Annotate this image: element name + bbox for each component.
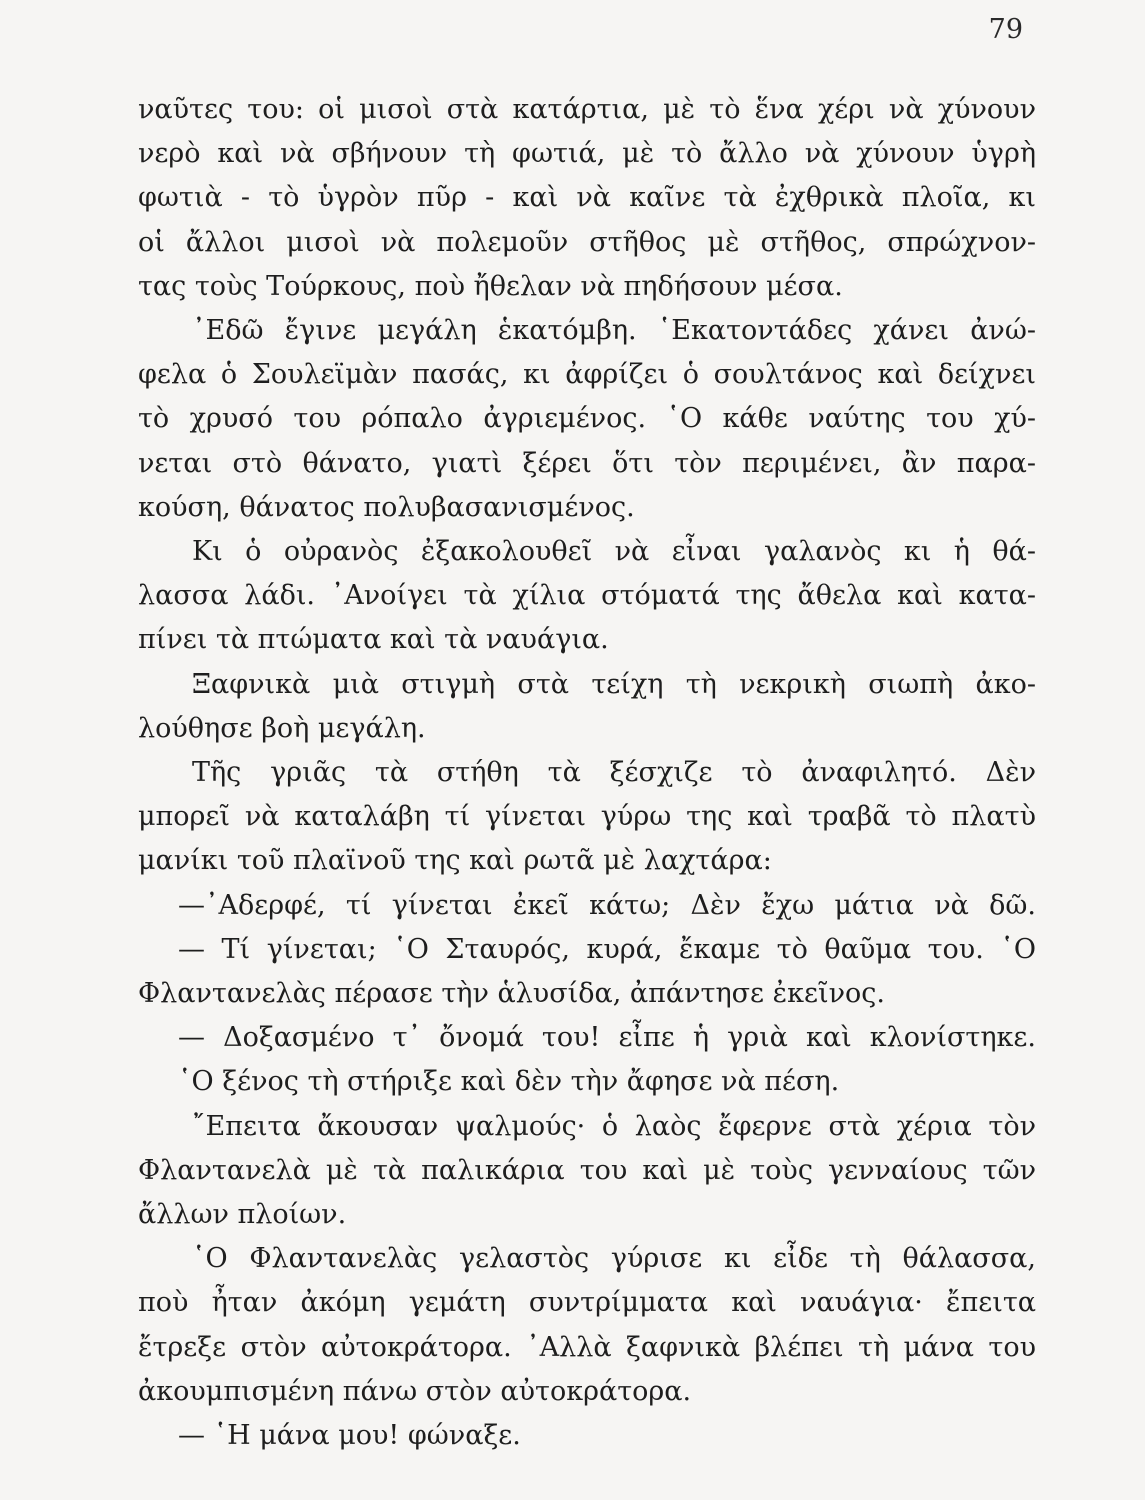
- text-line: ποὺ ἦταν ἀκόμη γεμάτη συντρίμματα καὶ ναυάγια· ἔπειτα: [138, 1287, 1036, 1319]
- text-line: μανίκι τοῦ πλαϊνοῦ της καὶ ρωτᾶ μὲ λαχτάρα:: [138, 845, 772, 877]
- text-line: ἔτρεξε στὸν αὐτοκράτορα. ᾿Αλλὰ ξαφνικὰ βλέπει τὴ μάνα του: [138, 1331, 1036, 1363]
- text-line: —᾿Αδερφέ, τί γίνεται ἐκεῖ κάτω; Δὲν ἔχω μάτια νὰ δῶ.: [178, 889, 1036, 921]
- text-line: — ῾Η μάνα μου! φώναξε.: [178, 1420, 521, 1451]
- text-line: λασσα λάδι. ᾿Ανοίγει τὰ χίλια στόματά της ἄθελα καὶ κατα-: [138, 580, 1036, 612]
- text-line: λούθησε βοὴ μεγάλη.: [138, 712, 426, 744]
- text-line: νερὸ καὶ νὰ σβήνουν τὴ φωτιά, μὲ τὸ ἄλλο νὰ χύνουν ὑγρὴ: [138, 138, 1036, 170]
- text-line: τας τοὺς Τούρκους, ποὺ ἤθελαν νὰ πηδήσουν μέσα.: [138, 270, 843, 302]
- text-line: οἱ ἄλλοι μισοὶ νὰ πολεμοῦν στῆθος μὲ στῆθος, σπρώχνον-: [138, 226, 1036, 258]
- text-line: ῾Ο ξένος τὴ στήριξε καὶ δὲν τὴν ἄφησε νὰ πέση.: [178, 1066, 840, 1098]
- text-line: νεται στὸ θάνατο, γιατὶ ξέρει ὅτι τὸν περιμένει, ἂν παρα-: [138, 447, 1036, 479]
- text-line: Τῆς γριᾶς τὰ στήθη τὰ ξέσχιζε τὸ ἀναφιλητό. Δὲν: [192, 757, 1036, 788]
- text-line: Φλαντανελὰ μὲ τὰ παλικάρια του καὶ μὲ τοὺς γενναίους τῶν: [138, 1154, 1036, 1186]
- text-line: Φλαντανελὰς πέρασε τὴν ἁλυσίδα, ἀπάντησε ἐκεῖνος.: [138, 978, 885, 1009]
- text-line: Κι ὁ οὐρανὸς ἐξακολουθεῖ νὰ εἶναι γαλανὸς κι ἡ θά-: [192, 536, 1036, 567]
- text-line: κούση, θάνατος πολυβασανισμένος.: [138, 491, 635, 523]
- text-line: — Τί γίνεται; ῾Ο Σταυρός, κυρά, ἔκαμε τὸ θαῦμα του. ῾Ο: [178, 933, 1036, 965]
- text-line: ῎Επειτα ἄκουσαν ψαλμούς· ὁ λαὸς ἔφερνε στὰ χέρια τὸν: [192, 1110, 1036, 1142]
- text-line: Ξαφνικὰ μιὰ στιγμὴ στὰ τείχη τὴ νεκρικὴ σιωπὴ ἀκο-: [192, 668, 1036, 700]
- text-line: ῾Ο Φλαντανελὰς γελαστὸς γύρισε κι εἶδε τὴ θάλασσα,: [192, 1243, 1036, 1275]
- text-line: πίνει τὰ πτώματα καὶ τὰ ναυάγια.: [138, 624, 609, 656]
- text-line: ἀκουμπισμένη πάνω στὸν αὐτοκράτορα.: [138, 1375, 692, 1407]
- text-line: τὸ χρυσό του ρόπαλο ἀγριεμένος. ῾Ο κάθε ναύτης του χύ-: [138, 403, 1036, 435]
- text-line: ναῦτες του: οἱ μισοὶ στὰ κατάρτια, μὲ τὸ ἕνα χέρι νὰ χύνουν: [138, 94, 1036, 125]
- text-line: ἄλλων πλοίων.: [138, 1199, 347, 1230]
- text-line: — Δοξασμένο τ᾿ ὄνομά του! εἶπε ἡ γριὰ καὶ κλονίστηκε.: [178, 1022, 1036, 1054]
- text-line: ᾿Εδῶ ἔγινε μεγάλη ἑκατόμβη. ῾Εκατοντάδες χάνει ἀνώ-: [192, 315, 1036, 346]
- text-line: φελα ὁ Σουλεϊμὰν πασάς, κι ἀφρίζει ὁ σουλτάνος καὶ δείχνει: [138, 359, 1036, 391]
- text-line: φωτιὰ - τὸ ὑγρὸν πῦρ - καὶ νὰ καῖνε τὰ ἐχθρικὰ πλοῖα, κι: [138, 182, 1036, 214]
- page-number: 79: [988, 14, 1023, 45]
- text-line: μπορεῖ νὰ καταλάβη τί γίνεται γύρω της καὶ τραβᾶ τὸ πλατὺ: [138, 801, 1036, 833]
